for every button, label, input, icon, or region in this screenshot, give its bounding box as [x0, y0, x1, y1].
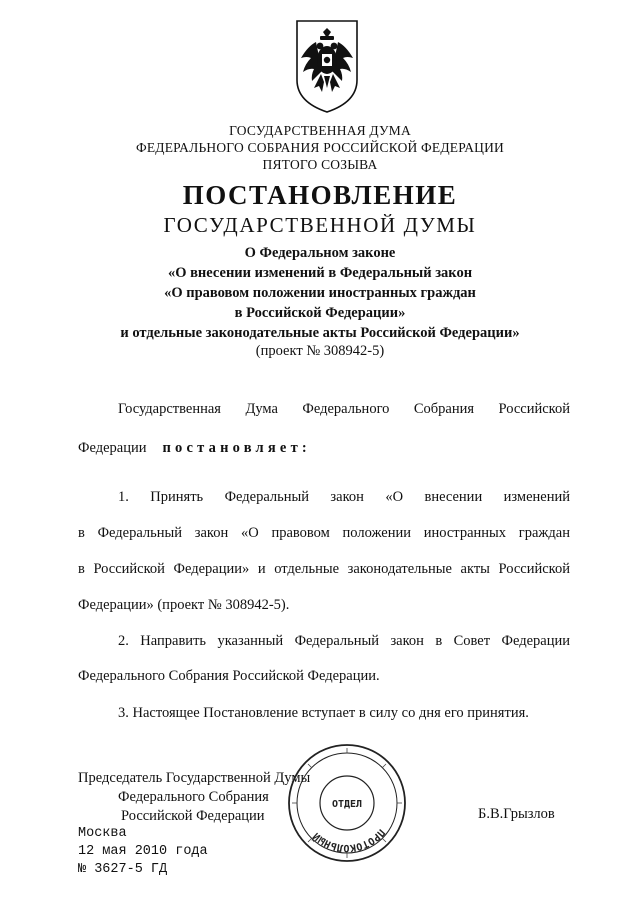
- subject-line-2: «О внесении изменений в Федеральный закон: [167, 265, 473, 281]
- signatory-position-line-1: Председатель Государственной Думы: [78, 770, 311, 786]
- subject-line-3: «О правовом положении иностранных граждан: [164, 285, 476, 301]
- preamble-line-2: [78, 440, 570, 457]
- project-number: (проект № 308942-5): [255, 343, 385, 359]
- item-1-line-3: в Российской Федерации» и отдельные законодательные акты Российской: [78, 561, 570, 577]
- item-1-line-1: 1. Принять Федеральный закон «О внесении изменений: [118, 489, 570, 505]
- item-1-line-4: Федерации» (проект № 308942-5).: [78, 597, 290, 613]
- document-date: 12 мая 2010 года: [78, 844, 208, 859]
- stamp-center-text: ОТДЕЛ: [331, 799, 363, 810]
- subject-line-1: О Федеральном законе: [244, 245, 396, 261]
- preamble-line-1: Государственная Дума Федерального Собрания Российской: [118, 401, 570, 417]
- stamp-ring-text: ПРОТОКОЛЬНЫЙ: [311, 826, 387, 854]
- preamble-resolves-word: постановляет:: [162, 440, 311, 456]
- header-line-2: ФЕДЕРАЛЬНОГО СОБРАНИЯ РОССИЙСКОЙ ФЕДЕРАЦИИ: [136, 140, 504, 155]
- item-2-line-1: 2. Направить указанный Федеральный закон в Совет Федерации: [118, 633, 570, 649]
- official-round-stamp: [286, 742, 408, 864]
- coat-of-arms-emblem: [294, 18, 360, 114]
- signatory-name: Б.В.Грызлов: [478, 806, 555, 822]
- document-city: Москва: [78, 826, 127, 841]
- document-organization-title: ГОСУДАРСТВЕННОЙ ДУМЫ: [163, 213, 477, 237]
- item-3-line-1: 3. Настоящее Постановление вступает в силу со дня его принятия.: [118, 705, 529, 721]
- preamble-federation-word: Федерации: [78, 440, 147, 456]
- subject-line-4: в Российской Федерации»: [234, 305, 406, 321]
- header-line-3: ПЯТОГО СОЗЫВА: [262, 157, 378, 172]
- item-2-line-2: Федерального Собрания Российской Федерации.: [78, 668, 380, 684]
- document-number: № 3627-5 ГД: [78, 862, 168, 877]
- header-line-1: ГОСУДАРСТВЕННАЯ ДУМА: [229, 123, 411, 138]
- signatory-position-line-2: Федерального Собрания: [118, 789, 269, 805]
- signatory-position-line-3: Российской Федерации: [121, 808, 265, 824]
- document-type-title: ПОСТАНОВЛЕНИЕ: [182, 180, 458, 210]
- subject-line-5: и отдельные законодательные акты Российской Федерации»: [120, 325, 520, 341]
- item-1-line-2: в Федеральный закон «О правовом положении иностранных граждан: [78, 525, 570, 541]
